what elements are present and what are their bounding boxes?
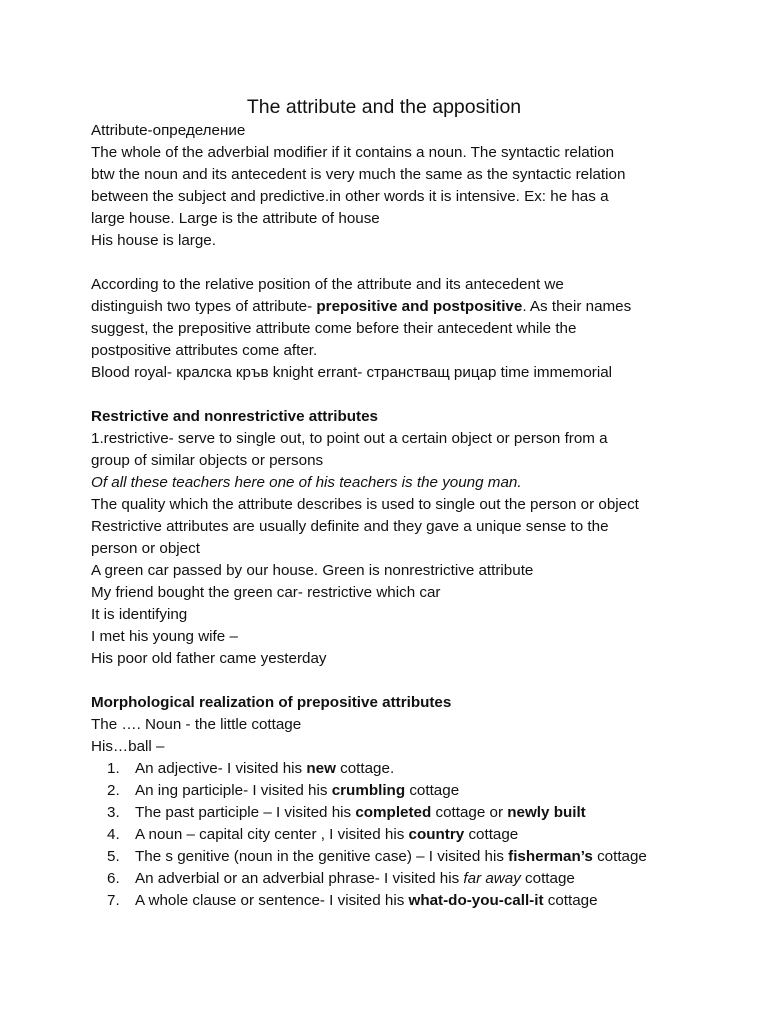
list-number: 2. — [107, 782, 120, 799]
text-run: The past participle – I visited his — [135, 804, 356, 821]
text-run: cottage or — [431, 804, 508, 821]
paragraph-gap — [91, 384, 691, 406]
paragraph-line: The whole of the adverbial modifier if it contains a noun. The syntactic relation — [91, 144, 615, 161]
text-run: cottage — [464, 826, 519, 843]
text-run: . As their names — [522, 298, 632, 315]
list-number: 5. — [107, 848, 120, 865]
paragraph-line: Blood royal- кралска кръв knight errant- странстващ рицар time immemorial — [91, 364, 613, 381]
paragraph-line: According to the relative position of the attribute and its antecedent we — [91, 276, 564, 293]
text-run: An adjective- I visited his — [135, 760, 307, 777]
paragraph-line — [91, 296, 691, 318]
paragraph-line: 1.restrictive- serve to single out, to point out a certain object or person from a — [91, 430, 608, 447]
list-number: 7. — [107, 892, 120, 909]
text-run: The s genitive (noun in the genitive case) – I visited his — [135, 848, 509, 865]
bold-term: crumbling — [331, 782, 406, 799]
text-run: cottage — [520, 870, 575, 887]
paragraph-gap — [91, 670, 691, 692]
document-body — [91, 120, 691, 912]
bold-term: completed — [355, 804, 432, 821]
restrictive-heading: Restrictive and nonrestrictive attributes — [91, 408, 378, 425]
list-number: 6. — [107, 870, 120, 887]
paragraph-line: I met his young wife – — [91, 628, 238, 645]
paragraph-gap — [91, 252, 691, 274]
text-run: cottage — [405, 782, 460, 799]
text-run: cottage — [592, 848, 647, 865]
italic-example: Of all these teachers here one of his teachers is the young man. — [91, 474, 522, 491]
bold-term: country — [408, 826, 465, 843]
paragraph-line: group of similar objects or persons — [91, 452, 324, 469]
list-item — [91, 846, 691, 868]
paragraph-line: It is identifying — [91, 606, 188, 623]
bold-term: prepositive and postpositive — [316, 298, 523, 315]
text-run: distinguish two types of attribute- — [91, 298, 317, 315]
bold-term: new — [306, 760, 336, 777]
list-number: 4. — [107, 826, 120, 843]
paragraph-line: postpositive attributes come after. — [91, 342, 318, 359]
morphological-heading: Morphological realization of prepositive attributes — [91, 694, 452, 711]
list-item — [91, 758, 691, 780]
paragraph-line: A green car passed by our house. Green is nonrestrictive attribute — [91, 562, 534, 579]
paragraph-line: The quality which the attribute describes is used to single out the person or object — [91, 496, 639, 513]
text-run: A whole clause or sentence- I visited his — [135, 892, 409, 909]
list-item — [91, 868, 691, 890]
paragraph-line: btw the noun and its antecedent is very much the same as the syntactic relation — [91, 166, 626, 183]
bold-term: newly built — [507, 804, 586, 821]
italic-term: far away — [463, 870, 521, 887]
paragraph-line: My friend bought the green car- restrictive which car — [91, 584, 441, 601]
page-title: The attribute and the apposition — [246, 96, 522, 118]
list-item — [91, 780, 691, 802]
numbered-list — [91, 758, 691, 912]
text-run: cottage — [543, 892, 598, 909]
paragraph-line: person or object — [91, 540, 200, 557]
list-item — [91, 890, 691, 912]
attribute-heading: Attribute-определение — [91, 122, 246, 139]
text-run: An ing participle- I visited his — [135, 782, 332, 799]
paragraph-line: His…ball – — [91, 738, 165, 755]
bold-term: fisherman’s — [508, 848, 593, 865]
text-run: cottage. — [335, 760, 395, 777]
paragraph-line: large house. Large is the attribute of house — [91, 210, 380, 227]
paragraph-line: Restrictive attributes are usually definite and they gave a unique sense to the — [91, 518, 609, 535]
list-item — [91, 802, 691, 824]
text-run: An adverbial or an adverbial phrase- I visited his — [135, 870, 464, 887]
list-number: 1. — [107, 760, 120, 777]
paragraph-line: The …. Noun - the little cottage — [91, 716, 302, 733]
list-item — [91, 824, 691, 846]
paragraph-line: suggest, the prepositive attribute come before their antecedent while the — [91, 320, 577, 337]
list-number: 3. — [107, 804, 120, 821]
paragraph-line: His house is large. — [91, 232, 216, 249]
paragraph-line: between the subject and predictive.in other words it is intensive. Ex: he has a — [91, 188, 609, 205]
bold-term: what-do-you-call-it — [408, 892, 544, 909]
text-run: A noun – capital city center , I visited his — [135, 826, 409, 843]
paragraph-line: His poor old father came yesterday — [91, 650, 327, 667]
